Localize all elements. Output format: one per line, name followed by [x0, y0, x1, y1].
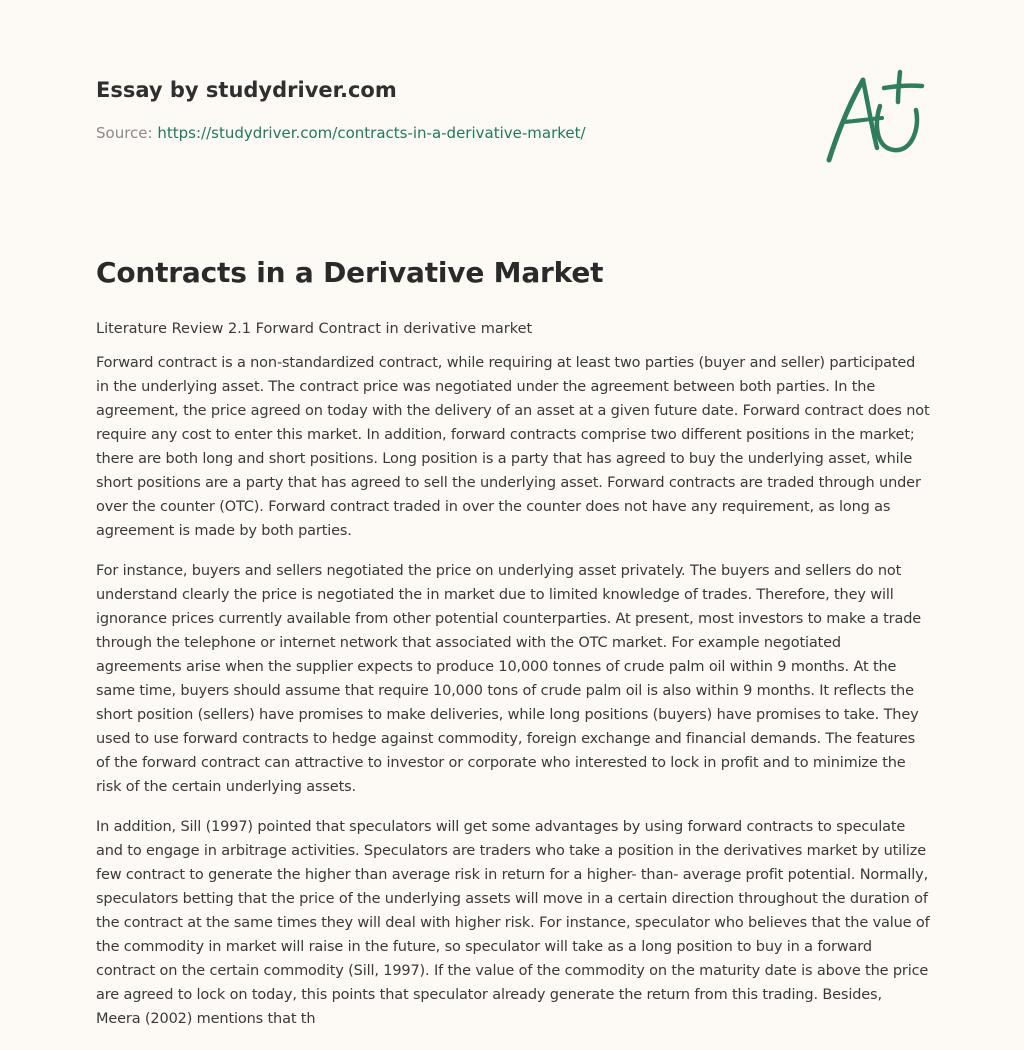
essay-paragraph: For instance, buyers and sellers negotiated the price on underlying asset privately. The buyers and sellers do not understand clearly the price is negotiated the in market due to limited knowledge of trades. Therefore, they will ignorance prices currently available from other potential counterparties. At present, most investors to make a trade through the telephone or internet network that associated with the OTC market. For example negotiated agreements arise when the supplier expects to produce 10,000 tonnes of crude palm oil within 9 months. At the same time, buyers should assume that require 10,000 tons of crude palm oil is also within 9 months. It reflects the short position (sellers) have promises to make deliveries, while long positions (buyers) have promises to take. They used to use forward contracts to hedge against commodity, foreign exchange and financial demands. The features of the forward contract can attractive to investor or corporate who interested to lock in profit and to minimize the risk of the certain underlying assets. [96, 563, 922, 795]
source-link[interactable]: https://studydriver.com/contracts-in-a-derivative-market/ [157, 124, 586, 142]
a-plus-logo-svg [818, 66, 930, 166]
essay-title: Contracts in a Derivative Market [96, 256, 604, 289]
source-line [96, 123, 796, 143]
essay-subtitle: Literature Review 2.1 Forward Contract in derivative market [96, 321, 533, 337]
site-title: Essay by studydriver.com [96, 78, 397, 102]
page-header [96, 76, 796, 143]
essay-content [96, 253, 930, 1031]
essay-paragraph: Forward contract is a non-standardized contract, while requiring at least two parties (buyer and seller) participated in the underlying asset. The contract price was negotiated under the agreement between both parties. In the agreement, the price agreed on today with the delivery of an asset at a given future date. Forward contract does not require any cost to enter this market. In addition, forward contracts comprise two different positions in the market; there are both long and short positions. Long position is a party that has agreed to buy the underlying asset, while short positions are a party that has agreed to sell the underlying asset. Forward contracts are traded through under over the counter (OTC). Forward contract traded in over the counter does not have any requirement, as long as agreement is made by both parties. [96, 355, 930, 539]
a-plus-logo-icon [818, 66, 930, 166]
source-label: Source: [96, 124, 153, 142]
essay-paragraph: In addition, Sill (1997) pointed that speculators will get some advantages by using forward contracts to speculate and to engage in arbitrage activities. Speculators are traders who take a position in the derivatives market by utilize few contract to generate the higher than average risk in return for a higher- than- average profit potential. Normally, speculators betting that the price of the underlying assets will move in a certain direction throughout the duration of the contract at the same times they will deal with higher risk. For instance, speculator who believes that the value of the commodity in market will raise in the future, so speculator will take as a long position to buy in a forward contract on the certain commodity (Sill, 1997). If the value of the commodity on the maturity date is above the price are agreed to lock on today, this points that speculator already generate the return from this trading. Besides, Meera (2002) mentions that th [96, 819, 930, 1027]
